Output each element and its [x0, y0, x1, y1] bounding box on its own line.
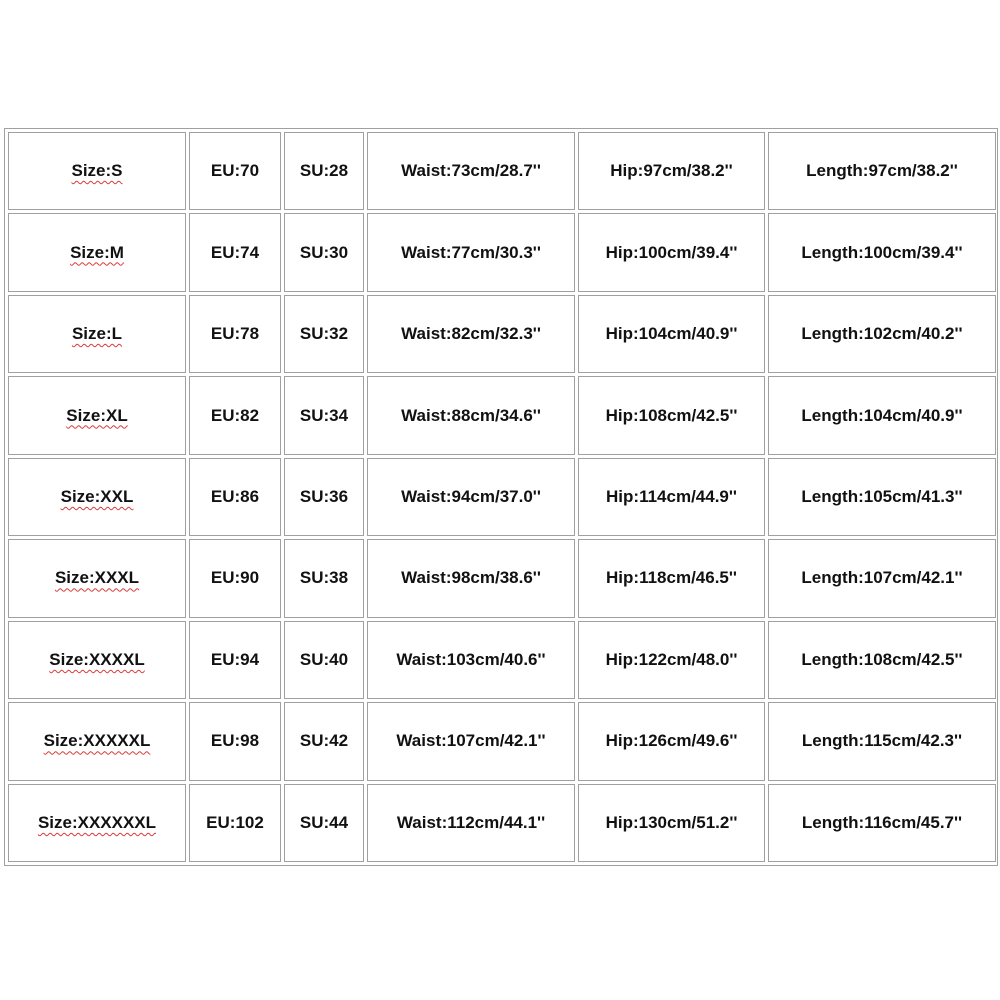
size-label: Size:XXXXXL	[43, 731, 151, 751]
size-label: Size:S	[71, 161, 123, 181]
length-value: Length:105cm/41.3''	[801, 486, 963, 506]
hip-value: Hip:104cm/40.9''	[605, 324, 738, 344]
size-cell	[8, 458, 186, 536]
length-value: Length:116cm/45.7''	[801, 812, 963, 832]
eu-cell	[189, 702, 281, 780]
waist-value: Waist:94cm/37.0''	[401, 486, 541, 506]
waist-cell	[367, 539, 575, 617]
hip-cell	[578, 295, 765, 373]
su-value: SU:40	[299, 649, 349, 669]
eu-value: EU:102	[206, 812, 264, 832]
su-cell	[284, 702, 364, 780]
size-chart-rows	[8, 132, 996, 862]
size-label: Size:XXXXXXL	[37, 812, 157, 832]
eu-value: EU:94	[210, 649, 260, 669]
eu-value: EU:82	[210, 405, 260, 425]
su-value: SU:44	[299, 812, 349, 832]
hip-value: Hip:114cm/44.9''	[606, 486, 737, 506]
size-label: Size:XXXL	[54, 568, 140, 588]
length-cell	[768, 702, 996, 780]
length-value: Length:102cm/40.2''	[801, 324, 963, 344]
eu-cell	[189, 539, 281, 617]
su-cell	[284, 621, 364, 699]
waist-value: Waist:88cm/34.6''	[401, 405, 541, 425]
waist-cell	[367, 376, 575, 454]
su-cell	[284, 132, 364, 210]
waist-value: Waist:103cm/40.6''	[396, 649, 546, 669]
table-row	[8, 539, 996, 617]
table-row	[8, 295, 996, 373]
length-cell	[768, 376, 996, 454]
eu-value: EU:70	[210, 161, 260, 181]
size-cell	[8, 213, 186, 291]
su-value: SU:34	[299, 405, 349, 425]
hip-cell	[578, 539, 765, 617]
length-cell	[768, 132, 996, 210]
hip-value: Hip:118cm/46.5''	[606, 568, 737, 588]
size-label: Size:XXL	[60, 486, 134, 506]
size-label: Size:M	[70, 242, 124, 262]
su-value: SU:32	[299, 324, 349, 344]
waist-cell	[367, 784, 575, 863]
table-row	[8, 213, 996, 291]
hip-cell	[578, 702, 765, 780]
hip-cell	[578, 376, 765, 454]
waist-value: Waist:98cm/38.6''	[401, 568, 541, 588]
length-value: Length:100cm/39.4''	[801, 242, 963, 262]
hip-cell	[578, 621, 765, 699]
su-value: SU:36	[299, 486, 349, 506]
length-value: Length:107cm/42.1''	[801, 568, 963, 588]
eu-value: EU:74	[210, 242, 260, 262]
size-cell	[8, 539, 186, 617]
size-label: Size:XXXXL	[49, 649, 145, 669]
length-cell	[768, 784, 996, 863]
eu-value: EU:78	[210, 324, 260, 344]
table-row	[8, 702, 996, 780]
su-value: SU:28	[299, 161, 349, 181]
size-chart	[4, 128, 998, 866]
eu-cell	[189, 784, 281, 863]
table-row	[8, 458, 996, 536]
length-value: Length:104cm/40.9''	[801, 405, 963, 425]
waist-value: Waist:77cm/30.3''	[401, 242, 541, 262]
eu-cell	[189, 295, 281, 373]
size-cell	[8, 621, 186, 699]
eu-value: EU:86	[210, 486, 260, 506]
hip-value: Hip:126cm/49.6''	[605, 731, 738, 751]
waist-cell	[367, 295, 575, 373]
length-cell	[768, 295, 996, 373]
size-label: Size:L	[71, 324, 123, 344]
size-cell	[8, 702, 186, 780]
hip-cell	[578, 213, 765, 291]
su-value: SU:30	[299, 242, 349, 262]
size-cell	[8, 132, 186, 210]
table-row	[8, 784, 996, 863]
length-value: Length:115cm/42.3''	[801, 731, 963, 751]
su-cell	[284, 539, 364, 617]
size-chart-table	[5, 129, 999, 865]
eu-value: EU:90	[210, 568, 260, 588]
su-cell	[284, 213, 364, 291]
eu-cell	[189, 376, 281, 454]
su-value: SU:38	[299, 568, 349, 588]
eu-value: EU:98	[210, 731, 260, 751]
size-cell	[8, 784, 186, 863]
table-row	[8, 621, 996, 699]
length-cell	[768, 458, 996, 536]
su-value: SU:42	[299, 731, 349, 751]
waist-cell	[367, 621, 575, 699]
su-cell	[284, 784, 364, 863]
waist-cell	[367, 702, 575, 780]
hip-cell	[578, 132, 765, 210]
waist-cell	[367, 458, 575, 536]
waist-value: Waist:107cm/42.1''	[396, 731, 546, 751]
length-value: Length:108cm/42.5''	[801, 649, 963, 669]
waist-cell	[367, 132, 575, 210]
length-cell	[768, 213, 996, 291]
eu-cell	[189, 621, 281, 699]
hip-value: Hip:130cm/51.2''	[605, 812, 738, 832]
size-label: Size:XL	[66, 405, 128, 425]
su-cell	[284, 458, 364, 536]
waist-value: Waist:82cm/32.3''	[401, 324, 541, 344]
waist-cell	[367, 213, 575, 291]
hip-cell	[578, 784, 765, 863]
su-cell	[284, 376, 364, 454]
hip-value: Hip:100cm/39.4''	[605, 242, 738, 262]
table-row	[8, 132, 996, 210]
length-cell	[768, 621, 996, 699]
hip-cell	[578, 458, 765, 536]
size-cell	[8, 376, 186, 454]
su-cell	[284, 295, 364, 373]
eu-cell	[189, 458, 281, 536]
waist-value: Waist:73cm/28.7''	[401, 161, 541, 181]
hip-value: Hip:108cm/42.5''	[605, 405, 738, 425]
length-cell	[768, 539, 996, 617]
table-row	[8, 376, 996, 454]
hip-value: Hip:122cm/48.0''	[605, 649, 738, 669]
length-value: Length:97cm/38.2''	[806, 161, 958, 181]
size-cell	[8, 295, 186, 373]
eu-cell	[189, 213, 281, 291]
eu-cell	[189, 132, 281, 210]
hip-value: Hip:97cm/38.2''	[610, 161, 733, 181]
waist-value: Waist:112cm/44.1''	[396, 812, 546, 832]
